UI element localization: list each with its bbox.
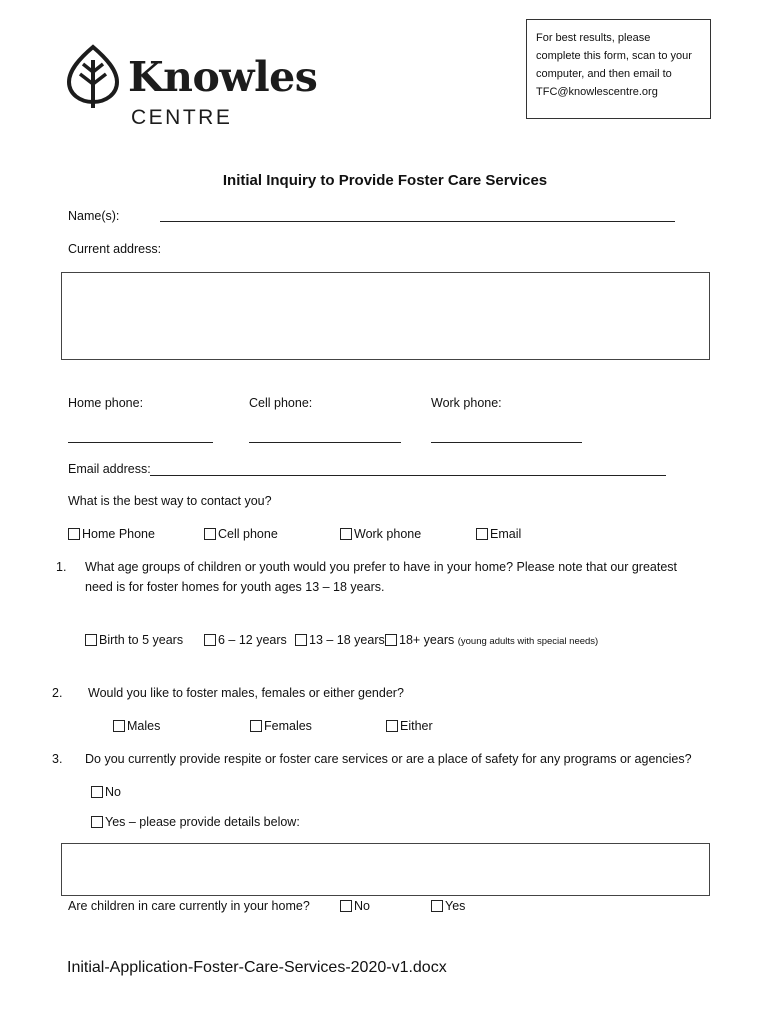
names-label: Name(s): <box>68 209 120 223</box>
q1-text-line1: What age groups of children or youth would you prefer to have in your home? Please note that our greatest <box>85 560 678 574</box>
note-line: TFC@knowlescentre.org <box>536 86 658 98</box>
q3-option-yes[interactable]: Yes – please provide details below: <box>91 815 300 830</box>
q1-option-birth-5[interactable]: Birth to 5 years <box>85 633 183 648</box>
work-phone-field[interactable] <box>431 442 582 443</box>
leaf-icon <box>66 44 120 110</box>
q1-option-note: (young adults with special needs) <box>457 636 599 647</box>
cell-phone-label: Cell phone: <box>249 396 313 410</box>
email-field[interactable] <box>150 475 666 476</box>
q1-option-6-12[interactable]: 6 – 12 years <box>204 633 287 648</box>
q1-text-line2: need is for foster homes for youth ages 13 – 18 years. <box>85 580 385 594</box>
q2-text: Would you like to foster males, females or either gender? <box>88 686 404 700</box>
note-line: computer, and then email to <box>536 68 672 80</box>
checkbox[interactable] <box>250 720 262 732</box>
contact-option-email[interactable]: Email <box>476 527 521 542</box>
checkbox[interactable] <box>204 528 216 540</box>
current-address-box[interactable] <box>61 272 710 360</box>
names-field[interactable] <box>160 221 675 222</box>
contact-option-work-phone[interactable]: Work phone <box>340 527 421 542</box>
home-phone-field[interactable] <box>68 442 213 443</box>
q1-option-13-18[interactable]: 13 – 18 years <box>295 633 385 648</box>
q3-option-no[interactable]: No <box>91 785 121 800</box>
q3-text: Do you currently provide respite or foster care services or are a place of safety for any programs or agencies? <box>85 752 692 766</box>
contact-option-home-phone[interactable]: Home Phone <box>68 527 155 542</box>
work-phone-label: Work phone: <box>431 396 502 410</box>
note-line: complete this form, scan to your <box>536 50 692 62</box>
checkbox[interactable] <box>431 900 443 912</box>
children-in-care-option-no[interactable]: No <box>340 899 370 914</box>
children-in-care-question: Are children in care currently in your home? <box>68 899 310 913</box>
note-line: For best results, please <box>536 32 651 44</box>
checkbox[interactable] <box>340 528 352 540</box>
contact-question: What is the best way to contact you? <box>68 494 272 508</box>
q2-option-either[interactable]: Either <box>386 719 433 734</box>
checkbox[interactable] <box>113 720 125 732</box>
checkbox[interactable] <box>385 634 397 646</box>
footer-filename: Initial-Application-Foster-Care-Services-2020-v1.docx <box>67 959 447 976</box>
logo-subtitle: CENTRE <box>131 106 233 129</box>
checkbox[interactable] <box>340 900 352 912</box>
q2-option-males[interactable]: Males <box>113 719 160 734</box>
checkbox[interactable] <box>91 816 103 828</box>
email-label: Email address: <box>68 462 151 476</box>
cell-phone-field[interactable] <box>249 442 401 443</box>
logo-wordmark: Knowles <box>128 53 318 101</box>
checkbox[interactable] <box>295 634 307 646</box>
q2-number: 2. <box>52 686 63 700</box>
form-title: Initial Inquiry to Provide Foster Care Services <box>222 172 548 189</box>
q1-option-18-plus[interactable]: 18+ years (young adults with special needs) <box>385 633 598 649</box>
checkbox[interactable] <box>68 528 80 540</box>
q2-option-females[interactable]: Females <box>250 719 312 734</box>
current-address-label: Current address: <box>68 242 162 256</box>
instruction-note-box <box>526 19 711 119</box>
checkbox[interactable] <box>204 634 216 646</box>
home-phone-label: Home phone: <box>68 396 144 410</box>
contact-option-cell-phone[interactable]: Cell phone <box>204 527 278 542</box>
checkbox[interactable] <box>85 634 97 646</box>
checkbox[interactable] <box>386 720 398 732</box>
checkbox[interactable] <box>476 528 488 540</box>
q3-number: 3. <box>52 752 63 766</box>
checkbox[interactable] <box>91 786 103 798</box>
q3-details-box[interactable] <box>61 843 710 896</box>
children-in-care-option-yes[interactable]: Yes <box>431 899 465 914</box>
q1-number: 1. <box>56 560 67 574</box>
